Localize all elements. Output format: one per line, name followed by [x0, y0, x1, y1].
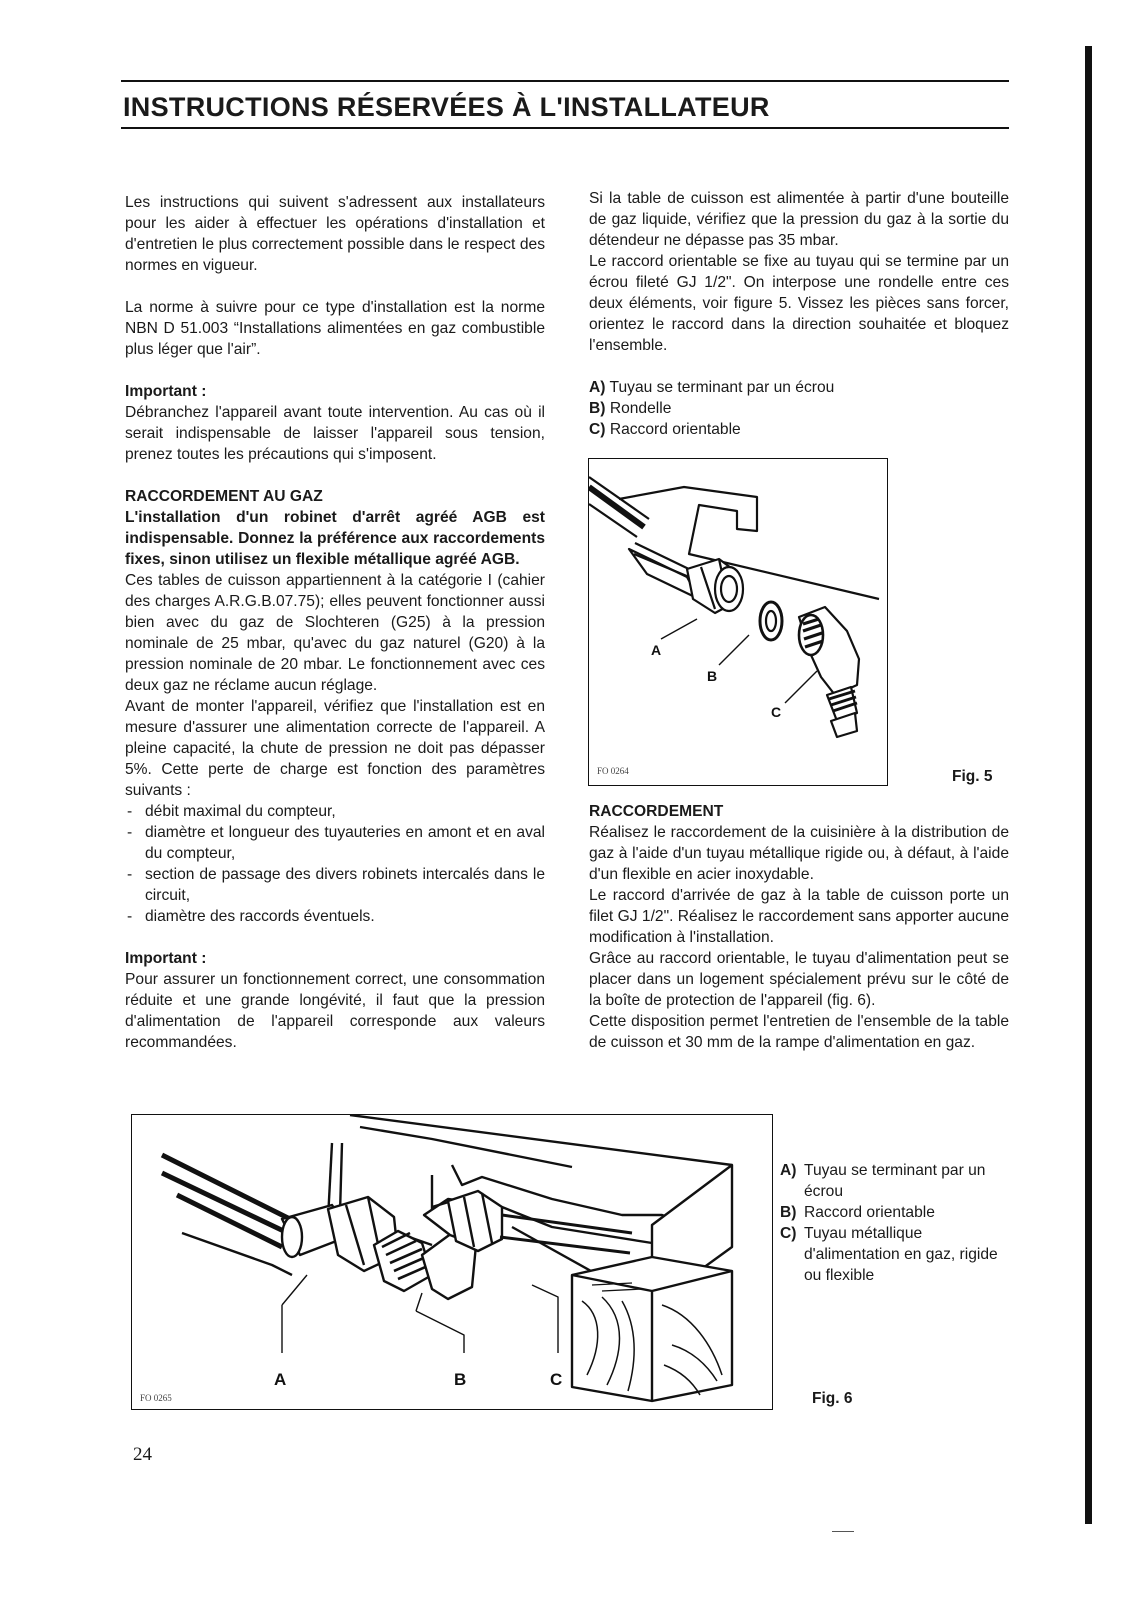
legend-item: B) Rondelle — [589, 400, 672, 417]
fig6-reference: FO 0265 — [140, 1393, 172, 1403]
title-top-rule — [121, 80, 1009, 82]
fig6-legend — [780, 1160, 1012, 1286]
gaz-section-heading: RACCORDEMENT AU GAZ — [125, 488, 323, 505]
fig6-caption: Fig. 6 — [812, 1390, 853, 1407]
parameter-list — [125, 801, 545, 927]
fig5-legend — [589, 377, 1009, 440]
fig6-label-c: C — [550, 1370, 563, 1389]
raccordement-paragraph-1: Réalisez le raccordement de la cuisinière à la distribution de gaz à l'aide d'un tuyau métallique rigide ou, à défaut, à l'aide d'un flexible en acier inoxydable. — [589, 824, 1009, 883]
title-bottom-rule — [121, 127, 1009, 129]
legend-item: A) Tuyau se terminant par un écrou — [589, 379, 835, 396]
gaz-paragraph-1: Ces tables de cuisson appartiennent à la catégorie I (cahier des charges A.R.G.B.07.75); elles peuvent fonctionner aussi bien avec du gaz de Slochteren (G25) à la pression nominale de 25 mbar, qu'avec du gaz naturel (G20) à la pression nominale de 20 mbar. Le fonctionnement avec ces deux gaz ne réclame aucun réglage. — [125, 572, 545, 694]
bottom-mark — [832, 1531, 854, 1532]
important-heading: Important : — [125, 383, 207, 400]
right-column-top — [589, 188, 1009, 440]
bouteille-paragraph: Si la table de cuisson est alimentée à partir d'une bouteille de gaz liquide, vérifiez que la pression du gaz à la sortie du détendeur ne dépasse pas 35 mbar. — [589, 190, 1009, 249]
fig5-reference: FO 0264 — [597, 766, 629, 776]
raccordement-paragraph-3: Grâce au raccord orientable, le tuyau d'alimentation peut se placer dans un logement spécialement prévu sur le côté de la boîte de protection de l'appareil (fig. 6). — [589, 950, 1009, 1009]
raccord-paragraph: Le raccord orientable se fixe au tuyau qui se termine par un écrou fileté GJ 1/2". On interpose une rondelle entre ces deux éléments, voir figure 5. Vissez les pièces sans forcer, orientez le raccord dans la direction souhaitée et bloquez l'ensemble. — [589, 253, 1009, 354]
fig5-label-a: A — [651, 642, 662, 658]
list-item: - section de passage des divers robinets intercalés dans le circuit, — [127, 866, 545, 904]
important-text: Débranchez l'appareil avant toute intervention. Au cas où il serait indispensable de laisser l'appareil sous tension, prenez toutes les précautions qui s'imposent. — [125, 404, 545, 463]
left-column — [125, 192, 545, 1053]
figure-5 — [588, 458, 888, 786]
intro-paragraph: Les instructions qui suivent s'adressent aux installateurs pour les aider à effectuer les opérations d'installation et d'entretien le plus correctement possible dans le respect des normes en vigueur. — [125, 194, 545, 274]
important-text-2: Pour assurer un fonctionnement correct, une consommation réduite et une grande longévité, il faut que la pression d'alimentation de l'appareil corresponde aux valeurs recommandées. — [125, 971, 545, 1051]
raccordement-paragraph-2: Le raccord d'arrivée de gaz à la table de cuisson porte un filet GJ 1/2". Réalisez le raccordement sans apporter aucune modification à l'installation. — [589, 887, 1009, 946]
fig5-caption: Fig. 5 — [952, 768, 993, 785]
gaz-paragraph-2: Avant de monter l'appareil, vérifiez que l'installation est en mesure d'assurer une alimentation correcte de l'appareil. A pleine capacité, la chute de pression ne doit pas dépasser 5%. Cette perte de charge est fonction des paramètres suivants : — [125, 698, 545, 799]
legend-item: C) Tuyau métallique d'alimentation en gaz, rigide ou flexible — [780, 1225, 998, 1284]
page-number: 24 — [133, 1444, 152, 1465]
legend-item: B) Raccord orientable — [780, 1204, 935, 1221]
raccordement-heading: RACCORDEMENT — [589, 803, 724, 820]
gaz-bold-notice: L'installation d'un robinet d'arrêt agréé AGB est indispensable. Donnez la préférence aux raccordements fixes, sinon utilisez un flexible métallique agréé AGB. — [125, 509, 545, 568]
fig5-illustration — [589, 459, 887, 785]
legend-item: C) Raccord orientable — [589, 421, 741, 438]
fig5-label-c: C — [771, 704, 782, 720]
list-item: - débit maximal du compteur, — [127, 803, 336, 820]
norme-paragraph: La norme à suivre pour ce type d'installation est la norme NBN D 51.003 “Installations alimentées en gaz combustible plus léger que l'air”. — [125, 299, 545, 358]
fig6-illustration — [132, 1115, 772, 1409]
right-column-bottom — [589, 801, 1009, 1053]
list-item: - diamètre et longueur des tuyauteries en amont et en aval du compteur, — [127, 824, 545, 862]
list-item: - diamètre des raccords éventuels. — [127, 908, 375, 925]
fig5-label-b: B — [707, 668, 718, 684]
fig6-label-a: A — [274, 1370, 287, 1389]
fig6-label-b: B — [454, 1370, 467, 1389]
legend-item: A) Tuyau se terminant par un écrou — [780, 1162, 986, 1200]
important-heading-2: Important : — [125, 950, 207, 967]
raccordement-paragraph-4: Cette disposition permet l'entretien de l'ensemble de la table de cuisson et 30 mm de la rampe d'alimentation en gaz. — [589, 1013, 1009, 1051]
figure-6 — [131, 1114, 773, 1410]
page-title: INSTRUCTIONS RÉSERVÉES À L'INSTALLATEUR — [123, 92, 770, 122]
page-edge-bar — [1085, 46, 1092, 1524]
